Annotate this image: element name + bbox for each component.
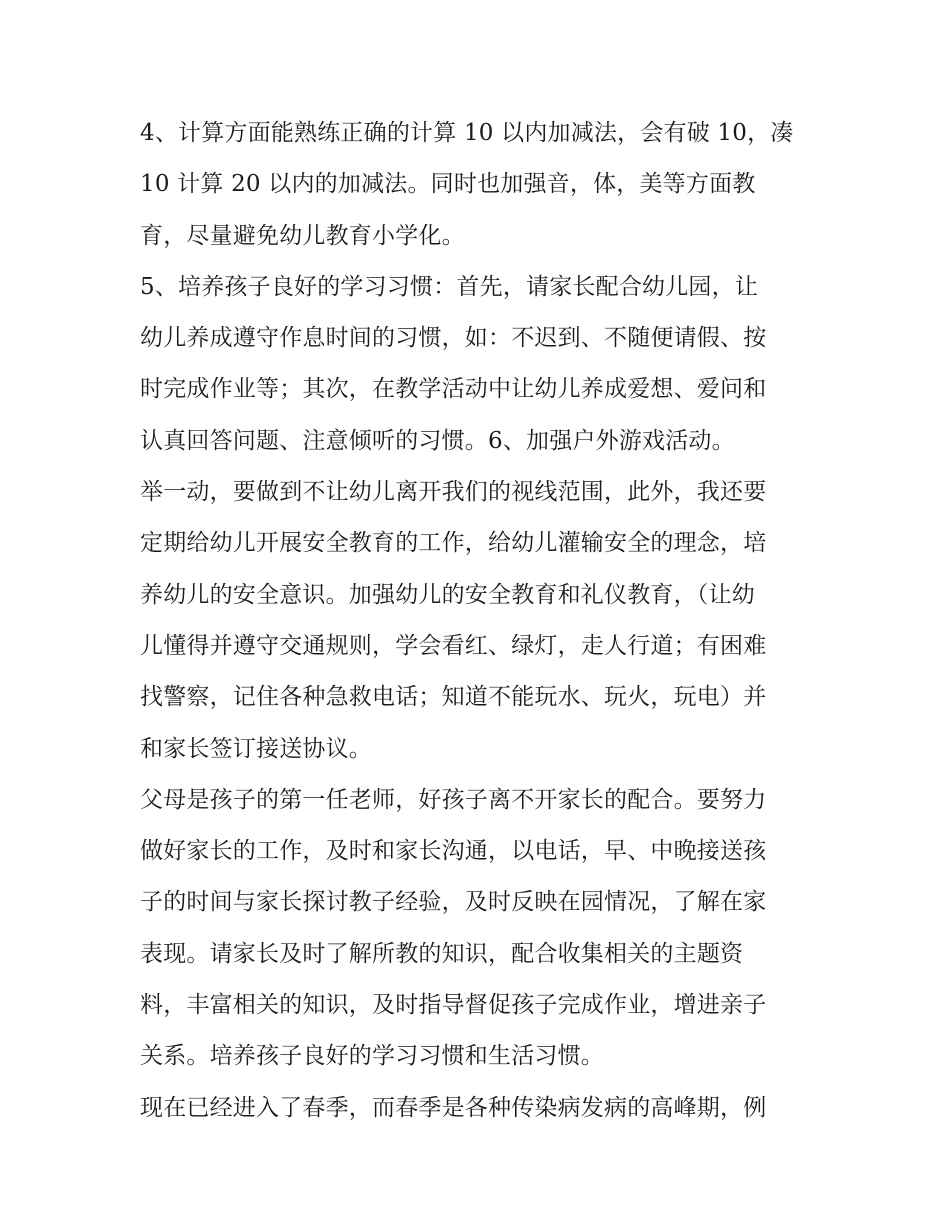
text-line: 育，尽量避免幼儿教育小学化。 [140,222,465,249]
text-line: 表现。请家长及时了解所教的知识，配合收集相关的主题资 [140,940,744,967]
text-line: 现在已经进入了春季，而春季是各种传染病发病的高峰期，例 [140,1094,767,1121]
text-line: 定期给幼儿开展安全教育的工作，给幼儿灌输安全的理念，培 [140,530,767,557]
document-body [140,108,820,1134]
text-line: 认真回答问题、注意倾听的习惯。6、加强户外游戏活动。 [140,427,735,454]
text-line: 举一动，要做到不让幼儿离开我们的视线范围，此外，我还要 [140,479,767,506]
text-line: 和家长签订接送协议。 [140,735,372,762]
text-line: 关系。培养孩子良好的学习习惯和生活习惯。 [140,1043,604,1070]
text-line: 4、计算方面能熟练正确的计算 10 以内加减法，会有破 10，凑 [140,120,794,146]
text-line: 儿懂得并遵守交通规则，学会看红、绿灯，走人行道；有困难 [140,632,767,659]
text-line: 找警察，记住各种急救电话；知道不能玩水、玩火，玩电）并 [140,684,767,711]
text-line: 5、培养孩子良好的学习习惯：首先，请家长配合幼儿园，让 [140,273,759,300]
text-line: 料，丰富相关的知识，及时指导督促孩子完成作业，增进亲子 [140,992,767,1019]
text-line: 养幼儿的安全意识。加强幼儿的安全教育和礼仪教育，（让幼 [140,581,755,608]
text-line: 子的时间与家长探讨教子经验，及时反映在园情况，了解在家 [140,889,767,916]
text-line: 幼儿养成遵守作息时间的习惯，如：不迟到、不随便请假、按 [140,325,767,352]
text-line: 10 计算 20 以内的加减法。同时也加强音，体，美等方面教 [140,171,756,198]
text-line: 时完成作业等；其次，在教学活动中让幼儿养成爱想、爱问和 [140,376,767,403]
text-line: 做好家长的工作，及时和家长沟通，以电话，早、中晚接送孩 [140,838,767,865]
text-line: 父母是孩子的第一任老师，好孩子离不开家长的配合。要努力 [140,786,767,813]
